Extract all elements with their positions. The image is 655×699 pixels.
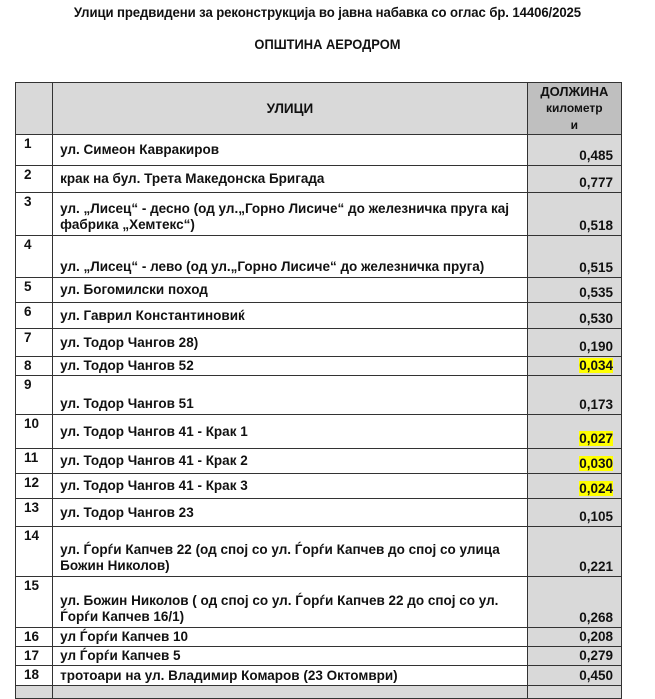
street-name: ул. Симеон Кавракиров bbox=[53, 135, 528, 166]
street-length-cell bbox=[527, 628, 621, 647]
street-length-cell bbox=[527, 577, 621, 628]
row-number: 13 bbox=[16, 499, 53, 527]
table-row bbox=[16, 499, 622, 527]
table-row bbox=[16, 628, 622, 647]
street-length-cell bbox=[527, 376, 621, 415]
header-length bbox=[527, 83, 621, 135]
table-row bbox=[16, 666, 622, 686]
street-name: ул. Тодор Чангов 28) bbox=[53, 329, 528, 357]
street-length-cell bbox=[527, 647, 621, 666]
row-number: 16 bbox=[16, 628, 53, 647]
street-length-value: 0,034 bbox=[579, 358, 613, 373]
street-length-value: 0,535 bbox=[579, 285, 613, 300]
row-number: 1 bbox=[16, 135, 53, 166]
header-length-unit: километр bbox=[546, 101, 603, 115]
street-name: ул. Тодор Чангов 41 - Крак 3 bbox=[53, 474, 528, 499]
table-row bbox=[16, 527, 622, 577]
table-row bbox=[16, 236, 622, 278]
table-row bbox=[16, 647, 622, 666]
row-number: 7 bbox=[16, 329, 53, 357]
table-row bbox=[16, 577, 622, 628]
street-length-value: 0,518 bbox=[579, 218, 613, 233]
street-length-value: 0,268 bbox=[579, 610, 613, 625]
row-number: 15 bbox=[16, 577, 53, 628]
street-name: ул Ѓорѓи Капчев 10 bbox=[53, 628, 528, 647]
street-name: ул Ѓорѓи Капчев 5 bbox=[53, 647, 528, 666]
table-row bbox=[16, 449, 622, 474]
total-row-cell bbox=[527, 686, 621, 699]
street-length-cell bbox=[527, 236, 621, 278]
street-name: ул. Гаврил Константиновиќ bbox=[53, 303, 528, 329]
street-length-value: 0,024 bbox=[579, 481, 613, 496]
table-row bbox=[16, 278, 622, 303]
street-length-value: 0,221 bbox=[579, 559, 613, 574]
table-row bbox=[16, 193, 622, 236]
street-name: ул. Тодор Чангов 41 - Крак 1 bbox=[53, 415, 528, 449]
row-number: 12 bbox=[16, 474, 53, 499]
streets-table bbox=[15, 82, 622, 699]
street-length-value: 0,485 bbox=[579, 148, 613, 163]
street-length-cell bbox=[527, 474, 621, 499]
total-row-cell bbox=[53, 686, 528, 699]
street-length-value: 0,777 bbox=[579, 175, 613, 190]
street-name: ул. Богомилски поход bbox=[53, 278, 528, 303]
row-number: 6 bbox=[16, 303, 53, 329]
row-number: 10 bbox=[16, 415, 53, 449]
street-name: крак на бул. Трета Македонска Бригада bbox=[53, 166, 528, 193]
street-name: ул. „Лисец“ - лево (од ул.„Горно Лисиче“ до железничка пруга) bbox=[53, 236, 528, 278]
row-number: 5 bbox=[16, 278, 53, 303]
street-length-cell bbox=[527, 303, 621, 329]
row-number: 4 bbox=[16, 236, 53, 278]
street-length-value: 0,208 bbox=[579, 629, 613, 644]
row-number: 17 bbox=[16, 647, 53, 666]
row-number: 18 bbox=[16, 666, 53, 686]
total-row-partial bbox=[16, 686, 622, 699]
total-row-cell bbox=[16, 686, 53, 699]
table-row bbox=[16, 135, 622, 166]
street-length-value: 0,030 bbox=[579, 456, 613, 471]
table-row bbox=[16, 474, 622, 499]
municipality-title: ОПШТИНА АЕРОДРОМ bbox=[254, 36, 401, 52]
street-length-cell bbox=[527, 135, 621, 166]
street-length-value: 0,515 bbox=[579, 260, 613, 275]
street-length-cell bbox=[527, 329, 621, 357]
street-name: ул. Божин Николов ( од спој со ул. Ѓорѓи Капчев 22 до спој со ул. Ѓорѓи Капчев 16/1) bbox=[53, 577, 528, 628]
header-length-unit-cont: и bbox=[570, 118, 579, 132]
row-number: 9 bbox=[16, 376, 53, 415]
row-number: 14 bbox=[16, 527, 53, 577]
street-length-cell bbox=[527, 499, 621, 527]
street-length-value: 0,190 bbox=[579, 339, 613, 354]
street-length-value: 0,530 bbox=[579, 311, 613, 326]
street-length-value: 0,027 bbox=[579, 431, 613, 446]
street-length-cell bbox=[527, 278, 621, 303]
table-row bbox=[16, 166, 622, 193]
street-length-value: 0,279 bbox=[579, 648, 613, 663]
row-number: 2 bbox=[16, 166, 53, 193]
table-row bbox=[16, 303, 622, 329]
street-length-cell bbox=[527, 193, 621, 236]
street-name: ул. Тодор Чангов 41 - Крак 2 bbox=[53, 449, 528, 474]
street-length-cell bbox=[527, 449, 621, 474]
header-length-label: ДОЛЖИНА bbox=[540, 84, 609, 99]
street-length-cell bbox=[527, 415, 621, 449]
header-number bbox=[16, 83, 53, 135]
street-length-cell bbox=[527, 527, 621, 577]
street-length-cell bbox=[527, 166, 621, 193]
table-row bbox=[16, 357, 622, 376]
row-number: 8 bbox=[16, 357, 53, 376]
street-length-value: 0,173 bbox=[579, 397, 613, 412]
street-name: ул. Тодор Чангов 23 bbox=[53, 499, 528, 527]
street-length-cell bbox=[527, 357, 621, 376]
street-name: тротоари на ул. Владимир Комаров (23 Октомври) bbox=[53, 666, 528, 686]
table-row bbox=[16, 415, 622, 449]
row-number: 11 bbox=[16, 449, 53, 474]
street-length-cell bbox=[527, 666, 621, 686]
row-number: 3 bbox=[16, 193, 53, 236]
header-streets: УЛИЦИ bbox=[53, 83, 528, 135]
table-header-row bbox=[16, 83, 622, 135]
street-name: ул. Тодор Чангов 52 bbox=[53, 357, 528, 376]
street-length-value: 0,450 bbox=[579, 668, 613, 683]
street-name: ул. Тодор Чангов 51 bbox=[53, 376, 528, 415]
table-row bbox=[16, 376, 622, 415]
street-name: ул. „Лисец“ - десно (од ул.„Горно Лисиче“ до железничка пруга кај фабрика „Хемтекс“) bbox=[53, 193, 528, 236]
table-row bbox=[16, 329, 622, 357]
street-length-value: 0,105 bbox=[579, 509, 613, 524]
street-name: ул. Ѓорѓи Капчев 22 (од спој со ул. Ѓорѓи Капчев до спој со улица Божин Николов) bbox=[53, 527, 528, 577]
document-title: Улици предвидени за реконструкција во јавна набавка со оглас бр. 14406/2025 bbox=[73, 4, 582, 20]
